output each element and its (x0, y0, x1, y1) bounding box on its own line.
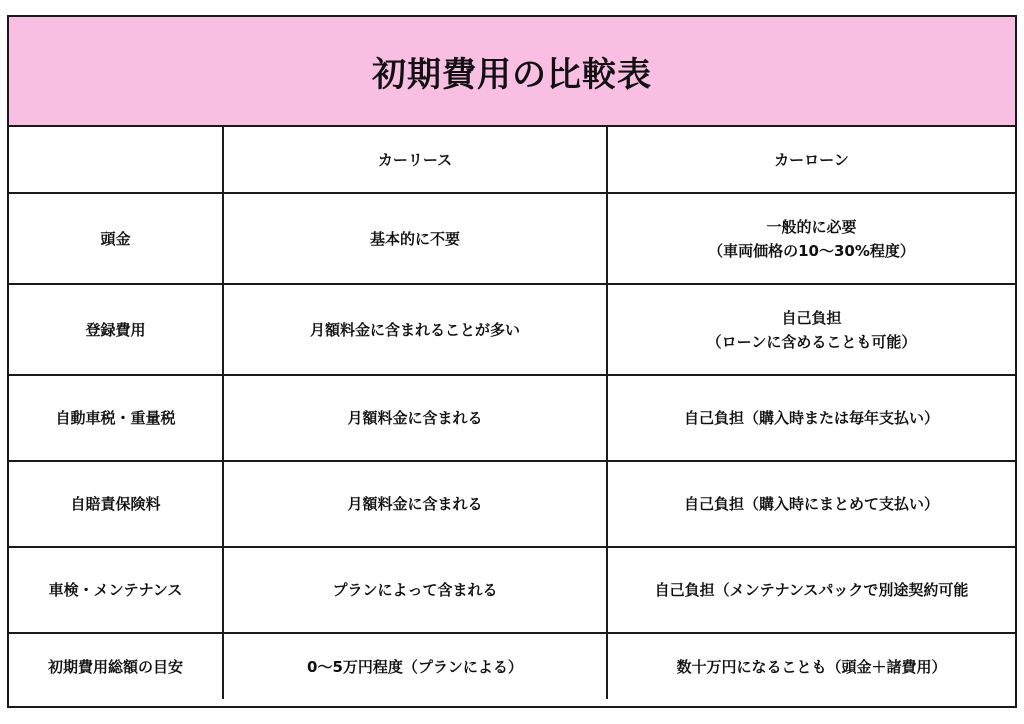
loan-cell-line: （車両価格の10〜30%程度） (708, 241, 915, 260)
header-lease-cell: カーリース (223, 127, 607, 193)
loan-cell-line: 自己負担（購入時または毎年支払い） (683, 409, 939, 427)
loan-cell-line: 一般的に必要 (766, 217, 857, 236)
title-bar (9, 17, 1015, 127)
lease-cell: 月額料金に含まれる (223, 375, 607, 461)
table-row (9, 284, 1015, 375)
row-label-cell: 頭金 (9, 193, 223, 284)
table-row (9, 461, 1015, 547)
loan-cell-line: （ローンに含めることも可能） (706, 332, 917, 351)
loan-cell-line: 数十万円になることも（頭金＋諸費用） (676, 657, 947, 676)
table-row (9, 633, 1015, 699)
loan-cell-line: 自己負担（購入時にまとめて支払い） (683, 495, 939, 513)
table-row (9, 547, 1015, 633)
lease-cell: 月額料金に含まれることが多い (223, 284, 607, 375)
loan-cell (607, 193, 1015, 284)
comparison-table-sheet (7, 15, 1017, 708)
loan-cell (607, 547, 1015, 633)
table-row (9, 193, 1015, 284)
table-row (9, 375, 1015, 461)
page-title: 初期費用の比較表 (372, 54, 652, 95)
row-label-cell: 登録費用 (9, 284, 223, 375)
row-label-cell: 初期費用総額の目安 (9, 633, 223, 699)
loan-cell (607, 633, 1015, 699)
table-header-row (9, 127, 1015, 193)
lease-cell: プランによって含まれる (223, 547, 607, 633)
loan-cell (607, 375, 1015, 461)
lease-cell: 基本的に不要 (223, 193, 607, 284)
loan-cell-line: 自己負担（メンテナンスパックで別途契約可能 (654, 581, 969, 599)
loan-cell (607, 284, 1015, 375)
loan-cell-line: 自己負担 (781, 308, 842, 327)
loan-cell (607, 461, 1015, 547)
lease-cell: 0〜5万円程度（プランによる） (223, 633, 607, 699)
row-label-cell: 車検・メンテナンス (9, 547, 223, 633)
comparison-table (9, 127, 1015, 699)
lease-cell: 月額料金に含まれる (223, 461, 607, 547)
row-label-cell: 自動車税・重量税 (9, 375, 223, 461)
header-corner-cell (9, 127, 223, 193)
header-loan-cell: カーローン (607, 127, 1015, 193)
row-label-cell: 自賠責保険料 (9, 461, 223, 547)
